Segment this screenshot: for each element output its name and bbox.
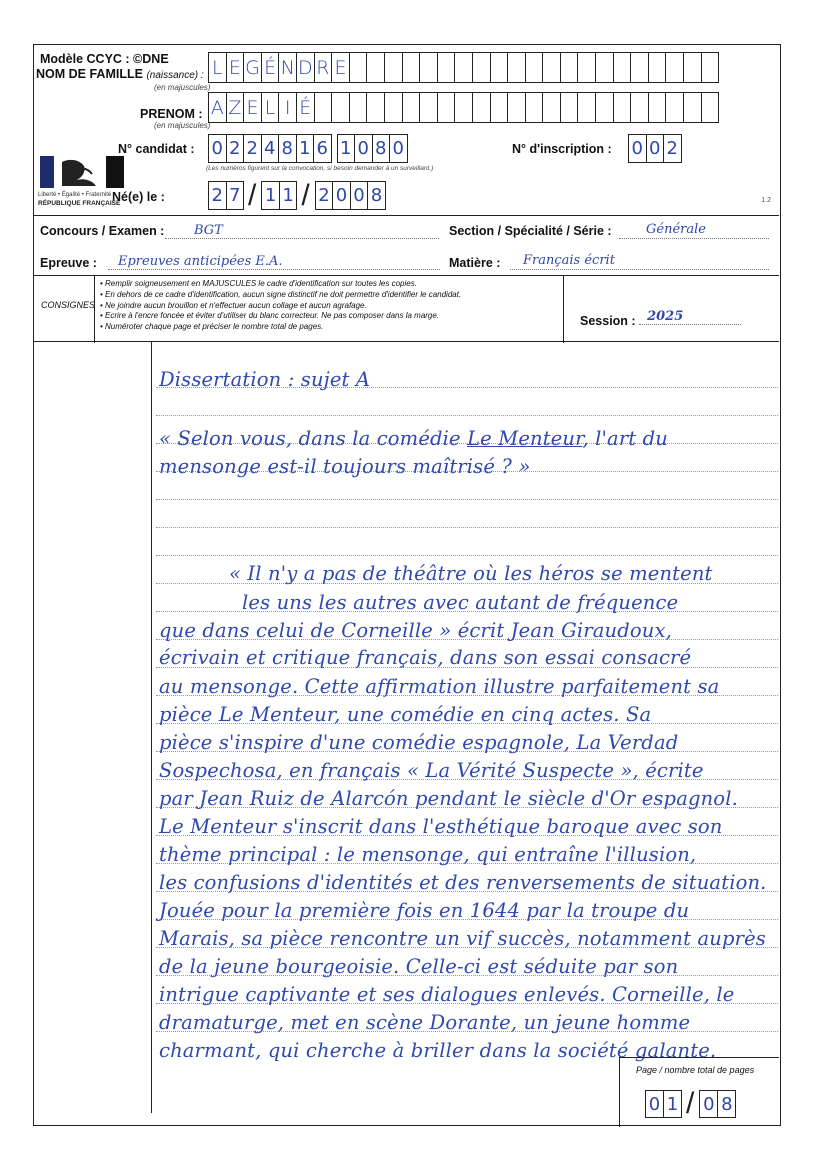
prenom-letter-box[interactable] (701, 92, 720, 123)
concours-label: Concours / Examen : (40, 224, 165, 238)
page-total-digit[interactable]: 0 (699, 1090, 718, 1118)
nom-letter-box[interactable]: L (208, 52, 227, 83)
nom-letter-box[interactable] (454, 52, 473, 83)
essay-line: pièce Le Menteur, une comédie en cinq actes. Sa (159, 703, 652, 726)
page-number-box (619, 1057, 779, 1127)
nom-letter-box[interactable] (560, 52, 579, 83)
inscription-label: N° d'inscription : (512, 142, 612, 156)
essay-line: charmant, qui cherche à briller dans la société galante. (159, 1039, 717, 1062)
ruled-line (156, 499, 778, 500)
nom-letter-box[interactable] (402, 52, 421, 83)
nom-letter-box[interactable] (701, 52, 720, 83)
page-number-digit[interactable]: 1 (663, 1090, 682, 1118)
candidat-digit-box[interactable]: 8 (372, 134, 391, 163)
prenom-letter-box[interactable] (490, 92, 509, 123)
prenom-letter-box[interactable] (507, 92, 526, 123)
consigne-item: • En dehors de ce cadre d'identification, aucun signe distinctif ne doit permettre d'identifier le candidat. (100, 289, 462, 299)
prenom-letter-box[interactable] (630, 92, 649, 123)
nom-letter-box[interactable]: D (296, 52, 315, 83)
nom-letter-box[interactable] (595, 52, 614, 83)
prenom-label: PRENOM : (140, 107, 203, 121)
consigne-item: • Ecrire à l'encre foncée et éviter d'utiliser du blanc correcteur. Ne pas composer dans la marge. (100, 311, 440, 321)
page-number-label: Page / nombre total de pages (636, 1065, 755, 1075)
section-value[interactable]: Générale (646, 222, 706, 237)
subject-text: « Selon vous, dans la comédie (159, 427, 468, 450)
candidat-digit-box[interactable]: 6 (313, 134, 332, 163)
prenom-letter-box[interactable]: L (261, 92, 280, 123)
page-total-digit[interactable]: 8 (717, 1090, 736, 1118)
prenom-letter-box[interactable] (472, 92, 491, 123)
consignes-label: CONSIGNES (41, 300, 96, 310)
essay-line: « Il n'y a pas de théâtre où les héros se mentent (229, 562, 713, 585)
essay-line: les confusions d'identités et des renversements de situation. (159, 871, 767, 894)
birthdate-label: Né(e) le : (112, 190, 165, 204)
form-version: 1.2 (761, 197, 771, 204)
birth-month-box[interactable]: 1 (279, 181, 298, 210)
logo-motto: Liberté • Égalité • Fraternité (38, 192, 112, 198)
essay-line: au mensonge. Cette affirmation illustre parfaitement sa (159, 675, 720, 698)
prenom-letter-box[interactable] (595, 92, 614, 123)
matiere-label: Matière : (449, 256, 501, 270)
candidat-digit-box[interactable]: 1 (296, 134, 315, 163)
birth-year-box[interactable]: 2 (315, 181, 334, 210)
prenom-letter-box[interactable] (314, 92, 333, 123)
convocation-note: (Les numéros figurent sur la convocation, si besoin demander à un surveillant.) (206, 165, 434, 172)
nom-letter-box[interactable]: N (278, 52, 297, 83)
page-number-fields[interactable] (645, 1087, 735, 1120)
prenom-majuscules-hint: (en majuscules) (154, 121, 211, 130)
nom-letter-box[interactable] (490, 52, 509, 83)
nom-letter-box[interactable] (384, 52, 403, 83)
candidat-digit-box[interactable]: 2 (226, 134, 245, 163)
candidat-number-boxes[interactable] (208, 134, 407, 163)
prenom-letter-box[interactable] (542, 92, 561, 123)
matiere-value[interactable]: Français écrit (523, 253, 615, 268)
prenom-letter-box[interactable] (577, 92, 596, 123)
essay-subject-line (159, 427, 668, 450)
essay-subject-line: mensonge est-il toujours maîtrisé ? » (159, 455, 531, 478)
nom-letter-box[interactable] (613, 52, 632, 83)
consigne-item: • Remplir soigneusement en MAJUSCULES le cadre d'identification sur toutes les copies. (100, 279, 417, 288)
session-field (580, 311, 741, 328)
essay-line: Sospechosa, en français « La Vérité Suspecte », écrite (159, 759, 704, 782)
prenom-letter-box[interactable] (648, 92, 667, 123)
birth-year-box[interactable]: 0 (332, 181, 351, 210)
prenom-letter-box[interactable] (331, 92, 350, 123)
nom-letter-box[interactable] (542, 52, 561, 83)
nom-letter-boxes[interactable] (208, 52, 718, 83)
session-label: Session : (580, 314, 636, 328)
epreuve-label: Epreuve : (40, 256, 97, 270)
essay-line: par Jean Ruiz de Alarcón pendant le siècle d'Or espagnol. (159, 787, 738, 810)
page-separator: / (686, 1087, 695, 1120)
birth-year-box[interactable]: 8 (367, 181, 386, 210)
consigne-item: • Ne joindre aucun brouillon et n'effectuer aucun collage et aucun agrafage. (100, 300, 367, 310)
birthdate-boxes[interactable] (208, 181, 385, 210)
essay-line: intrigue captivante et ses dialogues enlevés. Corneille, le (159, 983, 735, 1006)
essay-title: Dissertation : sujet A (159, 368, 371, 391)
date-separator: / (248, 179, 257, 212)
candidat-digit-box[interactable]: 0 (389, 134, 408, 163)
prenom-letter-box[interactable]: Z (226, 92, 245, 123)
candidat-digit-box[interactable]: 0 (354, 134, 373, 163)
essay-line: Le Menteur s'inscrit dans l'esthétique baroque avec son (159, 815, 723, 838)
nom-letter-box[interactable] (366, 52, 385, 83)
identification-frame (34, 45, 779, 342)
prenom-letter-box[interactable] (402, 92, 421, 123)
epreuve-value[interactable]: Epreuves anticipées E.A. (118, 254, 283, 269)
essay-line: écrivain et critique français, dans son essai consacré (159, 646, 692, 669)
ruled-line (156, 527, 778, 528)
prenom-letter-box[interactable] (613, 92, 632, 123)
prenom-letter-box[interactable] (683, 92, 702, 123)
prenom-letter-box[interactable] (665, 92, 684, 123)
candidat-label: N° candidat : (118, 142, 195, 156)
essay-line: pièce s'inspire d'une comédie espagnole, La Verdad (159, 731, 679, 754)
candidat-digit-box[interactable]: 2 (243, 134, 262, 163)
candidat-digit-box[interactable]: 4 (261, 134, 280, 163)
subject-title-underlined: Le Menteur (467, 427, 583, 450)
model-label: Modèle CCYC : ©DNE (40, 52, 169, 66)
subject-text: , l'art du (582, 427, 668, 450)
essay-line: Marais, sa pièce rencontre un vif succès, notamment auprès (159, 927, 766, 950)
nom-letter-box[interactable] (472, 52, 491, 83)
nom-letter-box[interactable] (683, 52, 702, 83)
essay-line: thème principal : le mensonge, qui entraîne l'illusion, (159, 843, 697, 866)
prenom-letter-box[interactable] (525, 92, 544, 123)
candidat-digit-box[interactable]: 1 (337, 134, 356, 163)
essay-line: les uns les autres avec autant de fréquence (242, 591, 679, 614)
essay-line: de la jeune bourgeoisie. Celle-ci est séduite par son (159, 955, 679, 978)
section-label: Section / Spécialité / Série : (449, 224, 612, 238)
candidat-digit-box[interactable]: 0 (208, 134, 227, 163)
nom-letter-box[interactable] (437, 52, 456, 83)
prenom-letter-box[interactable] (419, 92, 438, 123)
margin-line (151, 342, 152, 1113)
nom-letter-box[interactable] (577, 52, 596, 83)
nom-label-text: NOM DE FAMILLE (36, 67, 143, 81)
nom-letter-box[interactable] (419, 52, 438, 83)
essay-line: Jouée pour la première fois en 1644 par la troupe du (159, 899, 690, 922)
birth-month-box[interactable]: 1 (261, 181, 280, 210)
nom-letter-box[interactable] (648, 52, 667, 83)
birth-day-box[interactable]: 7 (226, 181, 245, 210)
naissance-label: (naissance) : (146, 70, 204, 81)
nom-letter-box[interactable] (349, 52, 368, 83)
prenom-letter-box[interactable]: E (243, 92, 262, 123)
nom-majuscules-hint: (en majuscules) (154, 83, 211, 92)
prenom-letter-box[interactable] (349, 92, 368, 123)
consigne-item: • Numéroter chaque page et préciser le nombre total de pages. (100, 322, 324, 332)
candidat-digit-box[interactable]: 8 (278, 134, 297, 163)
prenom-letter-box[interactable] (384, 92, 403, 123)
inscription-digit-box[interactable]: 2 (663, 134, 682, 163)
nom-label (36, 67, 204, 81)
concours-value[interactable]: BGT (194, 223, 223, 238)
nom-letter-box[interactable]: E (226, 52, 245, 83)
nom-letter-box[interactable] (507, 52, 526, 83)
inscription-digit-box[interactable]: 0 (646, 134, 665, 163)
nom-letter-box[interactable] (525, 52, 544, 83)
essay-line: dramaturge, met en scène Dorante, un jeune homme (159, 1011, 691, 1034)
prenom-letter-box[interactable] (366, 92, 385, 123)
birth-year-box[interactable]: 0 (350, 181, 369, 210)
inscription-digit-box[interactable]: 0 (628, 134, 647, 163)
prenom-letter-box[interactable] (560, 92, 579, 123)
consignes-box (94, 276, 564, 343)
date-separator: / (301, 179, 310, 212)
prenom-letter-box[interactable]: A (208, 92, 227, 123)
ruled-line (156, 555, 778, 556)
logo-name: RÉPUBLIQUE FRANÇAISE (38, 200, 121, 207)
essay-line: que dans celui de Corneille » écrit Jean Giraudoux, (159, 619, 672, 642)
prenom-letter-box[interactable]: É (296, 92, 315, 123)
prenom-letter-box[interactable]: I (278, 92, 297, 123)
nom-letter-box[interactable]: G (243, 52, 262, 83)
nom-letter-box[interactable]: R (314, 52, 333, 83)
session-value[interactable]: 2025 (647, 309, 684, 324)
nom-letter-box[interactable] (630, 52, 649, 83)
nom-letter-box[interactable]: E (331, 52, 350, 83)
ruled-line (156, 415, 778, 416)
nom-letter-box[interactable]: É (261, 52, 280, 83)
prenom-letter-boxes[interactable] (208, 92, 718, 123)
nom-letter-box[interactable] (665, 52, 684, 83)
prenom-letter-box[interactable] (454, 92, 473, 123)
consignes-section (34, 275, 779, 342)
prenom-letter-box[interactable] (437, 92, 456, 123)
page-number-digit[interactable]: 0 (645, 1090, 664, 1118)
birth-day-box[interactable]: 2 (208, 181, 227, 210)
inscription-number-boxes[interactable] (628, 134, 681, 163)
exam-sheet (33, 44, 781, 1126)
